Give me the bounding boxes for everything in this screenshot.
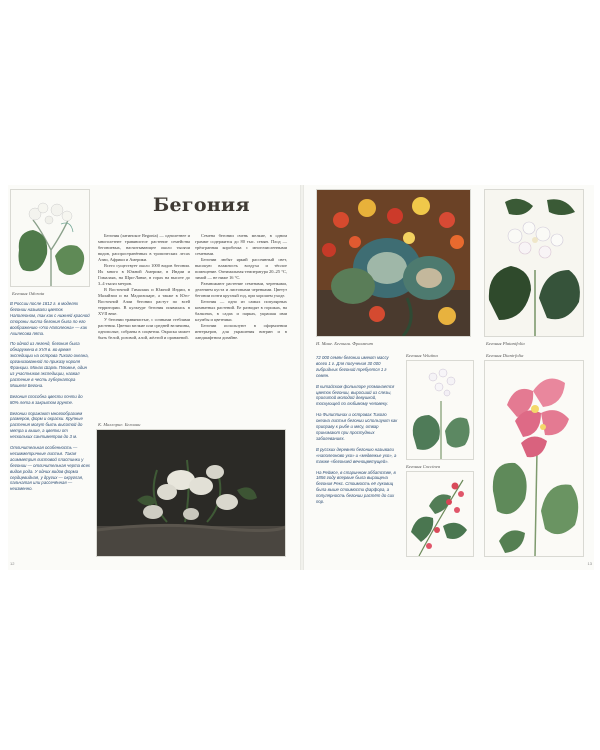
caption-dianirfolia: Бегония Dianirfolia [486, 353, 524, 358]
illustration-begonia-platanifolia [484, 189, 584, 337]
left-sidebar-facts [10, 301, 90, 497]
body-column-1 [98, 233, 190, 341]
caption-velutina: Бегония Velutina [406, 353, 438, 358]
fact-paragraph: По одной из легенд, бегония была обнаружена в XVII в. во время экспедиции на острова Тихого океана, организованной по приказу короля Франции. Монах Шарль Плюмье, один из участников экспедиции, назвал растение в честь губернатора Мишеля Бегона. [10, 341, 89, 388]
left-page [8, 185, 300, 570]
fact-paragraph: Бегонии поражают многообразием размеров, форм и окраски. Крупные растения могут быть высотой до метра и выше, а цветки от нескольких сантиметров до 3 м. [10, 410, 83, 440]
body-paragraph: Семена бегонии очень мелкие, в одном грамме содержится до 80 тыс. семян. Плод — трёхгранная коробочка с многочисленными семенами. [195, 233, 287, 256]
right-page [304, 185, 594, 570]
caption-malorie: К. Маллорие. Бегонии [98, 422, 141, 427]
dianirfolia-drawing [485, 361, 584, 557]
article-title: Бегония [153, 194, 250, 216]
fact-paragraph: В китайском фольклоре упоминается цветок бегонии, выросший из слезы, пролитой молодой девушкой, тоскующей по любимому человеку. [316, 383, 395, 407]
fact-paragraph: На Реймсе, в старинном аббатстве, в 1856 году впервые была выращена бегония Рекс. Стоимость её луковиц была выше стоимости фарфора, а популярность бегонии растёт до сих пор. [316, 469, 396, 505]
body-paragraph: Бегония — одно из самых популярных комнатных растений. Ее разводят в горшках, на балконах, в садах и парках, украшая ими клумбы и цветники. [195, 299, 287, 322]
page-number-right: 13 [587, 561, 592, 566]
caption-platanifolia: Бегония Platanifolia [486, 341, 525, 346]
illustration-begonia-coccinea [406, 471, 474, 557]
illustration-begonia-dianirfolia [484, 360, 584, 557]
body-paragraph: Всего существует около 1000 видов бегонии. Их много в Южной Америке, в Индии и Гималаях, на Шри-Ланке, в горах на высоте до 3–4 тысяч метров. [98, 263, 190, 286]
body-paragraph: Бегония (латинское Begonia) — однолетнее и многолетнее травянистое растение семейства бегониевых, насчитывающее около тысячи видов, распространённых в тропических лесах Азии, Африки и Америки. [98, 233, 190, 262]
right-sidebar-facts [316, 355, 400, 510]
fact-paragraph: 72 000 семян бегонии имеют массу всего 1 г. Для получения 30 000 гибридных бегоний требуется 1 г семян. [316, 355, 389, 378]
caption-odorata: Бегония Odorata [12, 291, 45, 296]
fact-paragraph: Бегония способна цвести почти до 80% лета в закрытом грунте. [10, 393, 83, 405]
body-paragraph: Бегонии используют в оформлении интерьеров, для украшения витрин и в ландшафтном дизайне. [195, 323, 287, 340]
caption-coccinea: Бегония Coccinea [406, 464, 441, 469]
fact-paragraph: На Филиппинах и островах Тихого океана листья бегонии используют как приправу к рыбе и мясу, отвар принимают при простудных заболеваниях. [316, 412, 398, 441]
body-paragraph: У бегонии травянистые, с сочными стеблями растения. Цветки мелкие или средней величины, однополые, собраны в соцветия. Окраска может быть белой, розовой, алой, жёлтой и оранжевой. [98, 317, 190, 340]
manet-painting-art [317, 190, 471, 337]
fact-paragraph: В России после 1812 г. в моделях бегонии называли цветок Наполеоном, так как с нижней красной стороны листа бегония была по его воображению «Ухо Наполеона» — как Ахилесова пята. [10, 301, 90, 336]
fact-paragraph: Отличительная особенность — несимметричные листья. Такая асимметрия листовой пластинки у бегонии — отличительная черта всех видов рода. У одних видов форма сердцевидная, у других — округлая, пальчатая или рассечённая — неизменно. [10, 445, 90, 492]
begonia-odorata-drawing [11, 190, 90, 287]
body-paragraph: В Восточной Гималаях и Южной Индии, в Малайзии и на Мадагаскаре, а также в Юго-Восточной Азии бегонии растут по всей территории. В культуре бегония появилась в XVII веке. [98, 287, 190, 316]
painting-manet-begonias [316, 189, 471, 337]
painting-malorie-begonias [96, 429, 286, 557]
illustration-begonia-odorata [10, 189, 90, 287]
caption-manet: И. Мане. Бегонии. Фрагмент [316, 341, 373, 346]
fact-paragraph: В русских деревнях бегонию называли «наполеоново ухо» и «медвежье ухо», а также «бегонией вечноцветущей». [316, 446, 397, 464]
body-paragraph: Размножают растение семенами, черенками, делением куста и листовыми черенками. Цветут бегонии почти круглый год, при хорошем уходе. [195, 281, 287, 298]
malorie-painting-art [97, 430, 286, 557]
page-number-left: 12 [10, 561, 15, 566]
body-column-2 [195, 233, 287, 341]
platanifolia-drawing [485, 190, 584, 337]
book-spread [8, 185, 594, 570]
velutina-drawing [407, 361, 474, 460]
illustration-begonia-velutina [406, 360, 474, 460]
body-paragraph: Бегонии любят яркий рассеянный свет, высокую влажность воздуха и тёплое помещение. Оптимальная температура 20–25 °С, зимой — не ниже 16 °С. [195, 257, 287, 280]
coccinea-drawing [407, 472, 474, 557]
